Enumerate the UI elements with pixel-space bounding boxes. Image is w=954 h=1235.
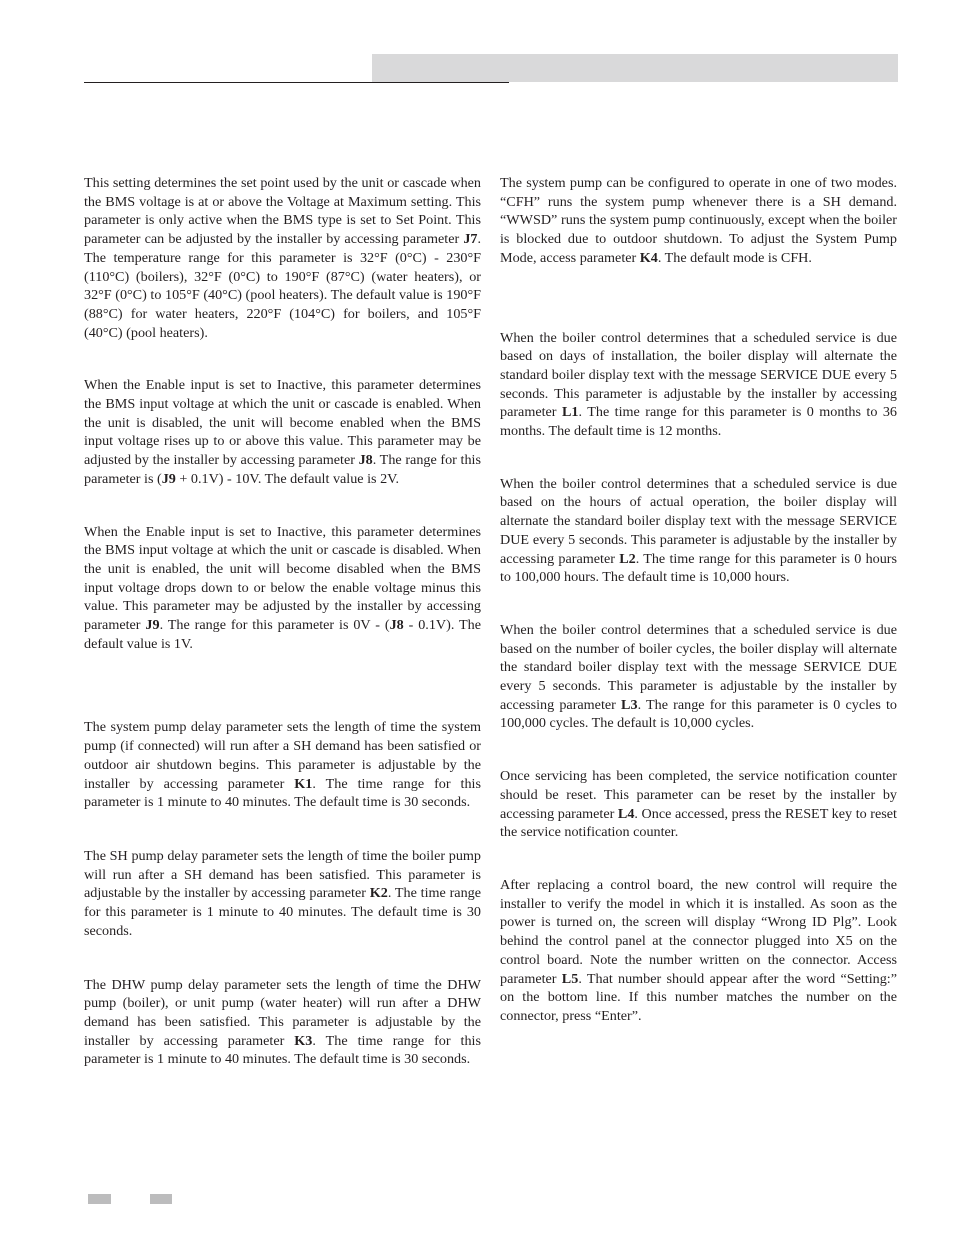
paragraph-text: When the boiler control determines that a scheduled service is due based on the hours of actual operation, the boiler display will alternate the standard boiler display text with the message SERVICE DUE every 5 seconds. This parameter is adjustable by the installer by accessing parameter bbox=[500, 475, 897, 567]
footer-page-marker bbox=[88, 1194, 111, 1204]
paragraph-text: After replacing a control board, the new control will require the installer to verify the model in which it is installed. As soon as the power is turned on, the screen will display “Wrong ID Plg”. Look behind the control panel at the connector plugged into X5 on the control board. Note the number written on the connector. Access parameter bbox=[500, 876, 897, 987]
paragraph-text: + 0.1V) - 10V. The default value is 2V. bbox=[175, 470, 400, 487]
parameter-code: L3 bbox=[621, 696, 638, 713]
parameter-code: K4 bbox=[639, 249, 658, 266]
parameter-code: K1 bbox=[294, 775, 313, 792]
parameter-code: L1 bbox=[561, 404, 579, 421]
parameter-code: J9 bbox=[161, 470, 176, 487]
paragraph-text: When the Enable input is set to Inactive, this parameter determines the BMS input voltage at which the unit or cascade is disabled. When the unit is enabled, the unit will become disabled when the BMS input voltage drops down to or below the enable voltage minus this value. This parameter may be adjusted by the installer by accessing parameter bbox=[84, 523, 481, 634]
paragraph-text: - 0.1V). The default value is 1V. bbox=[84, 617, 481, 652]
paragraph-k1 bbox=[84, 718, 481, 812]
parameter-code: L4 bbox=[617, 805, 635, 822]
parameter-code: J9 bbox=[145, 617, 160, 634]
paragraph-j8 bbox=[84, 376, 481, 488]
paragraph-l5 bbox=[500, 876, 897, 1026]
paragraph-text: This setting determines the set point used by the unit or cascade when the BMS voltage is at or above the Voltage at Maximum setting. This parameter is only active when the BMS type is set to Set Point. This parameter can be adjusted by the installer by accessing parameter bbox=[84, 175, 481, 248]
paragraph-l2 bbox=[500, 475, 897, 587]
paragraph-text: . The temperature range for this parameter is 32°F (0°C) - 230°F (110°C) (boilers), 32°F (0°C) to 190°F (87°C) (water heaters), or 32°F (0°C) to 105°F (40°C) (pool heaters). The default value is 190°F (88°C) for water heaters, 220°F (104°C) for boilers, and 105°F (40°C) (pool heaters). bbox=[84, 231, 481, 341]
paragraph-l1 bbox=[500, 329, 897, 441]
paragraph-text: . The time range for this parameter is 1 minute to 40 minutes. The default time is 30 seconds. bbox=[84, 775, 481, 811]
paragraph-text: . The range for this parameter is 0V - ( bbox=[159, 617, 390, 634]
paragraph-text: The DHW pump delay parameter sets the length of time the DHW pump (boiler), or unit pump (water heater) will run after a DHW demand has been satisfied. This parameter is adjustable by the installer by accessing parameter bbox=[84, 976, 481, 1049]
paragraph-text: . The time range for this parameter is 1 minute to 40 minutes. The default time is 30 seconds. bbox=[84, 885, 482, 939]
paragraph-text: The system pump can be configured to operate in one of two modes. “CFH” runs the system pump whenever there is a SH demand. “WWSD” runs the system pump continuously, except when the boiler is blocked due to outdoor shutdown. To adjust the System Pump Mode, access parameter bbox=[500, 175, 897, 266]
paragraph-k4 bbox=[500, 174, 897, 268]
paragraph-j7 bbox=[84, 174, 481, 342]
paragraph-l3 bbox=[500, 621, 897, 733]
paragraph-text: When the boiler control determines that a scheduled service is due based on days of installation, the boiler display will alternate the standard boiler display text with the message SERVICE DUE every 5 seconds. This parameter is adjustable by the installer by accessing parameter bbox=[500, 329, 897, 421]
left-column bbox=[84, 174, 481, 1069]
paragraph-text: . The range for this parameter is ( bbox=[84, 452, 481, 487]
parameter-code: L5 bbox=[561, 970, 579, 987]
paragraph-text: . Once accessed, press the RESET key to reset the service notification counter. bbox=[500, 805, 897, 841]
paragraph-text: . The range for this parameter is 0 cycles to 100,000 cycles. The default is 10,000 cycles. bbox=[500, 696, 897, 732]
parameter-code: J7 bbox=[463, 231, 478, 248]
paragraph-text: . The time range for this parameter is 1 minute to 40 minutes. The default time is 30 seconds. bbox=[84, 1032, 481, 1068]
paragraph-text: The SH pump delay parameter sets the length of time the boiler pump will run after a SH demand has been satisfied. This parameter is adjustable by the installer by accessing parameter bbox=[84, 847, 481, 902]
paragraph-text: When the boiler control determines that a scheduled service is due based on the number of boiler cycles, the boiler display will alternate the standard boiler display text with the message SERVICE DUE every 5 seconds. This parameter is adjustable by the installer by accessing parameter bbox=[500, 621, 897, 713]
paragraph-l4 bbox=[500, 767, 897, 842]
header-band bbox=[372, 54, 898, 82]
paragraph-text: . The time range for this parameter is 0 months to 36 months. The default time is 12 months. bbox=[500, 404, 897, 440]
parameter-code: J8 bbox=[358, 452, 373, 469]
parameter-code: L2 bbox=[619, 550, 636, 567]
paragraph-text: . The time range for this parameter is 0 hours to 100,000 hours. The default time is 10,000 hours. bbox=[500, 550, 897, 586]
paragraph-k3 bbox=[84, 976, 481, 1070]
header-rule bbox=[84, 82, 509, 83]
right-column bbox=[500, 174, 897, 1026]
parameter-code: J8 bbox=[389, 617, 404, 634]
paragraph-text: When the Enable input is set to Inactive, this parameter determines the BMS input voltage at which the unit or cascade is enabled. When the unit is disabled, the unit will become enabled when the BMS input voltage rises up to or above this value. This parameter may be adjusted by the installer by accessing parameter bbox=[84, 377, 481, 469]
paragraph-text: Once servicing has been completed, the service notification counter should be reset. This parameter can be reset by the installer by accessing parameter bbox=[500, 768, 897, 822]
paragraph-k2 bbox=[84, 847, 481, 941]
parameter-code: K3 bbox=[294, 1032, 313, 1049]
footer-section-marker bbox=[150, 1194, 172, 1204]
paragraph-text: . That number should appear after the word “Setting:” on the bottom line. If this number matches the number on the connector, press “Enter”. bbox=[500, 970, 897, 1024]
paragraph-j9 bbox=[84, 523, 481, 654]
paragraph-text: . The default mode is CFH. bbox=[657, 249, 812, 266]
paragraph-text: The system pump delay parameter sets the length of time the system pump (if connected) will run after a SH demand has been satisfied or outdoor air shutdown begins. This parameter is adjustable by the installer by accessing parameter bbox=[84, 719, 481, 792]
parameter-code: K2 bbox=[369, 885, 388, 902]
